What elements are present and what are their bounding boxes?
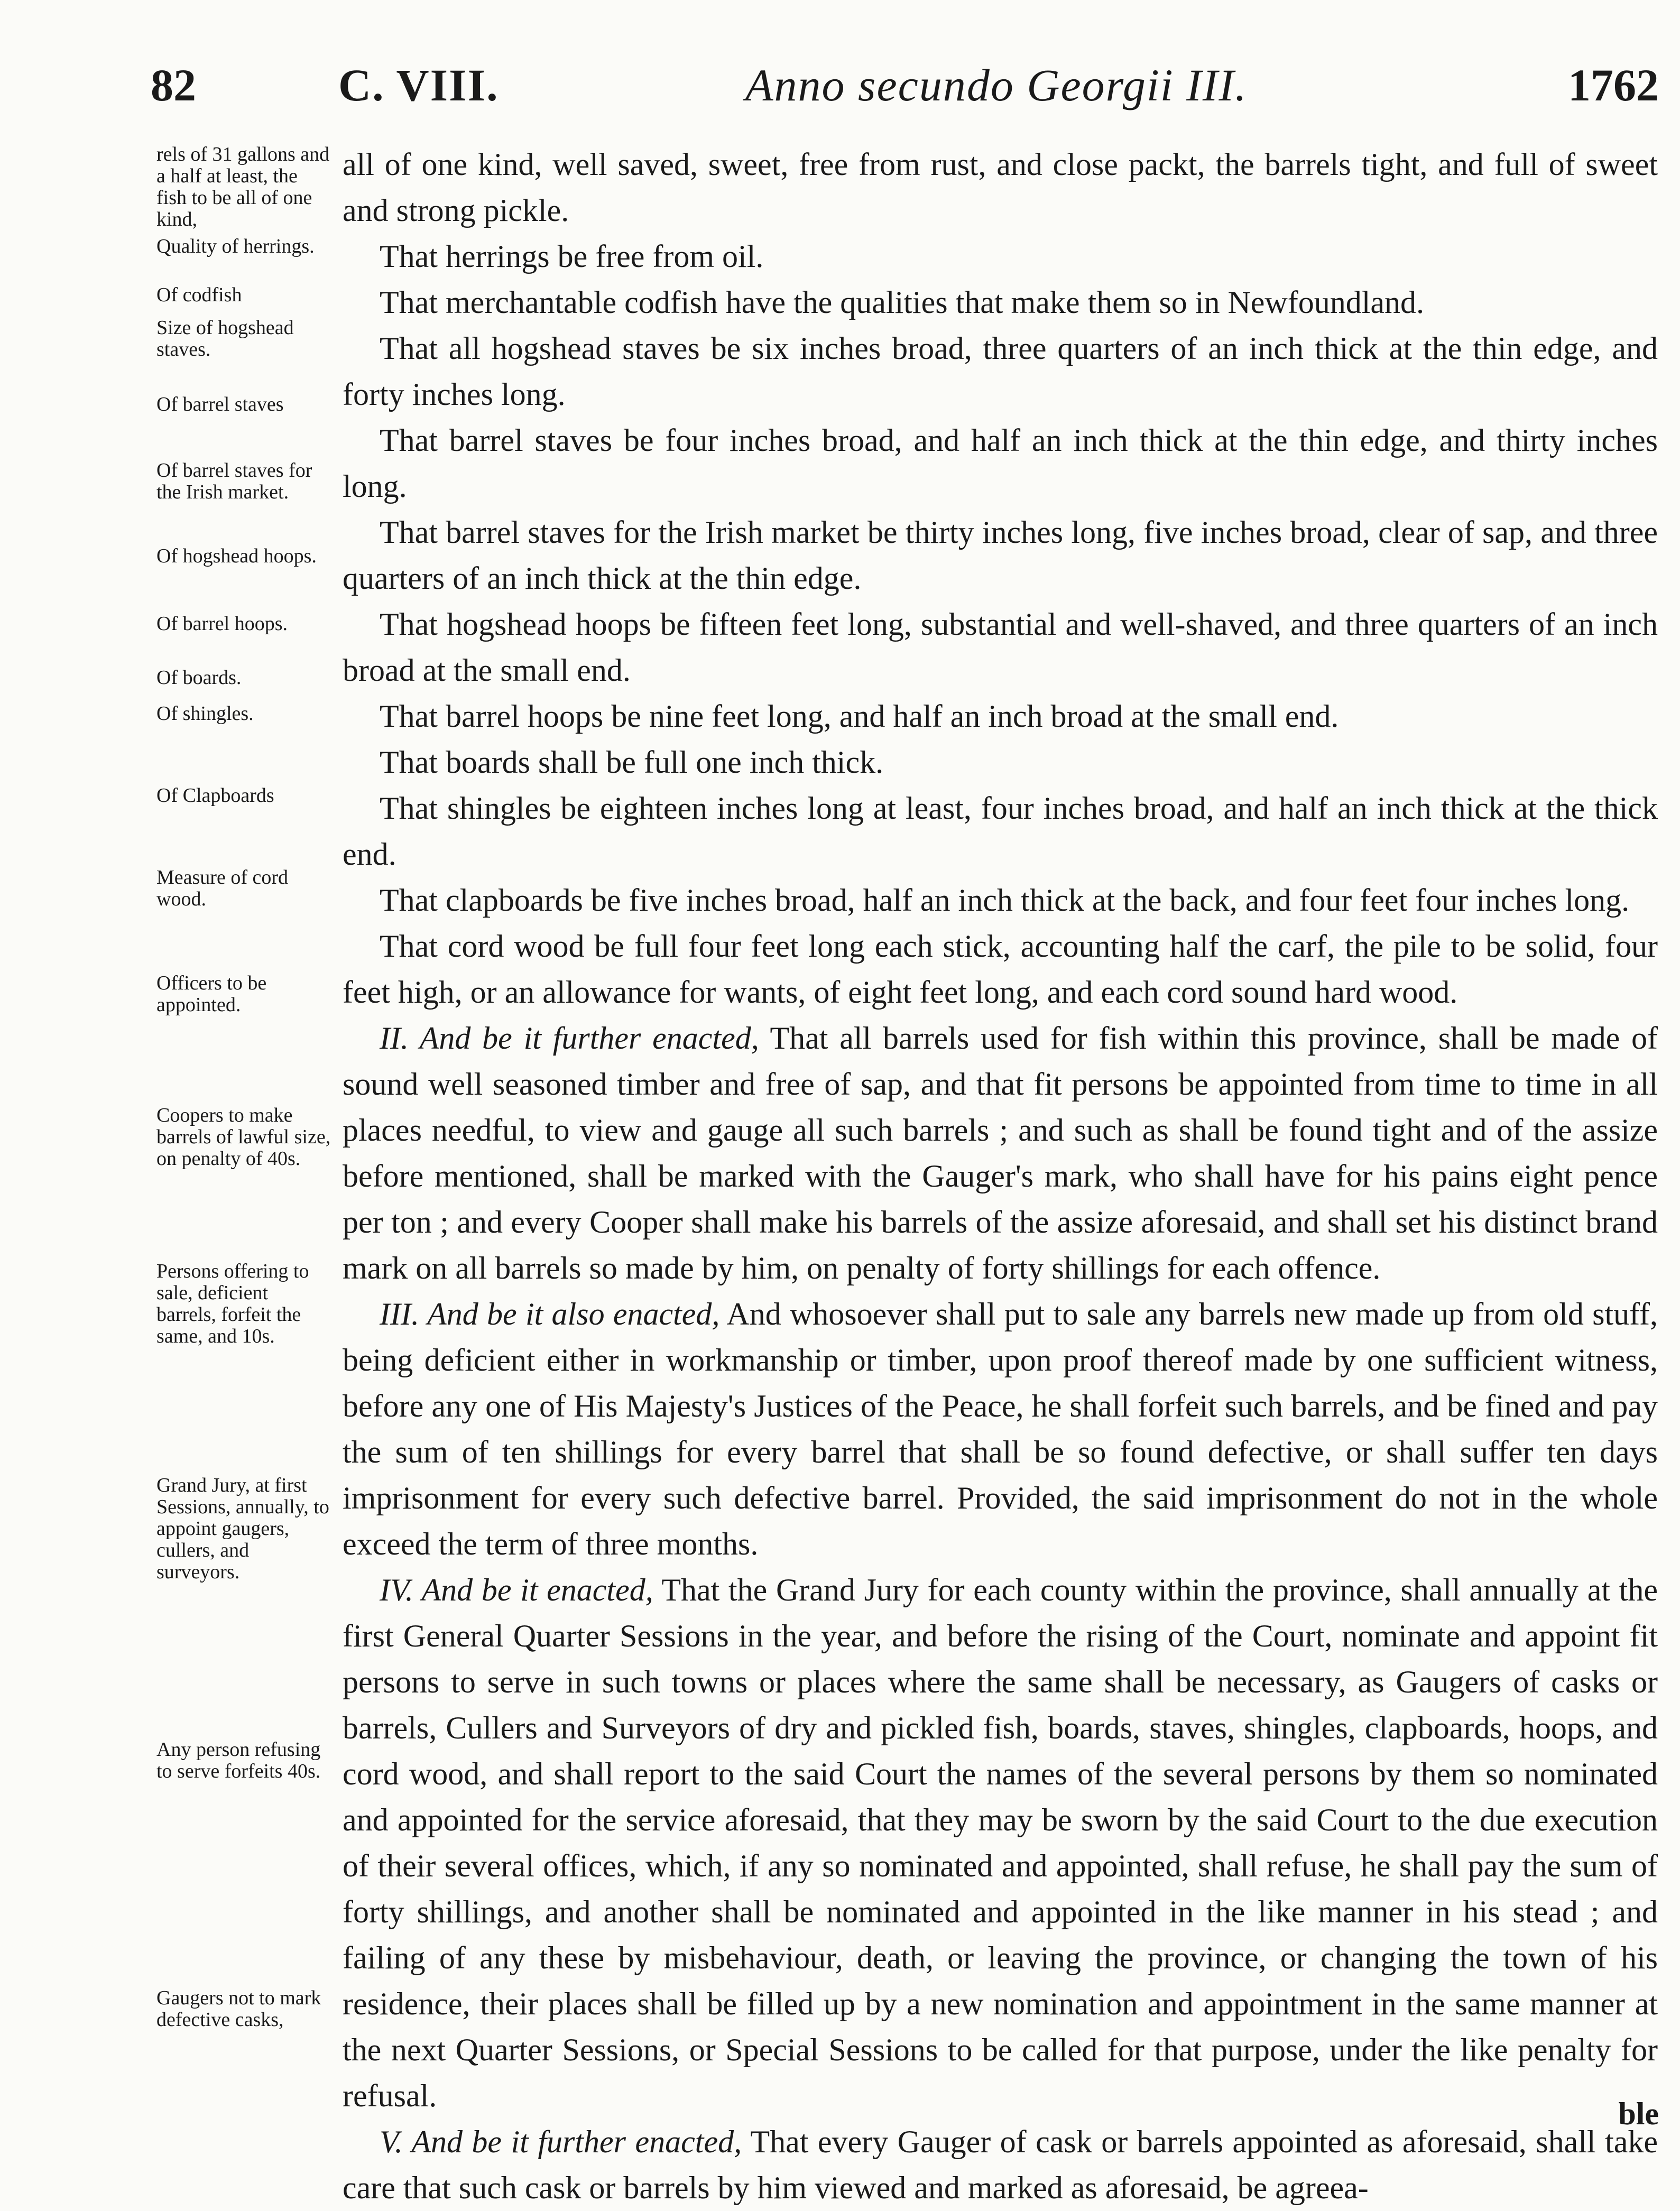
margin-note: Quality of herrings. (156, 235, 315, 257)
margin-note: Of barrel hoops. (156, 613, 288, 635)
paragraph: That merchantable codfish have the qualities that make them so in Newfoundland. (380, 285, 1425, 320)
paragraph: That hogshead hoops be fifteen feet long, substantial and well-shaved, and three quarters of an inch broad at the small end. (343, 607, 1658, 688)
margin-note: Size of hogshead staves. (156, 317, 294, 361)
paragraph: That barrel staves for the Irish market be thirty inches long, five inches broad, clear of sap, and three quarters of an inch thick at the thin edge. (343, 515, 1658, 596)
margin-note: Of shingles. (156, 702, 254, 725)
catchword: ble (1618, 2096, 1659, 2131)
paragraph: That cord wood be full four feet long each stick, accounting half the carf, the pile to be solid, four feet high, or an allowance for wants, of eight feet long, and each cord sound hard wood. (343, 929, 1658, 1010)
paragraph: IV. And be it enacted, That the Grand Jury for each county within the province, shall annually at the first General Quarter Sessions in the year, and before the rising of the Court, nominate and appoint fit persons to serve in such towns or places where the same shall be necessary, as Gaugers of casks or barrels, Cullers and Surveyors of dry and pickled fish, boards, staves, shingles, clapboards, hoops, and cord wood, and shall report to the said Court the names of the several persons by them so nominated and appointed for the service aforesaid, that they may be sworn by the said Court to the due execution of their several offices, which, if any so nominated and appointed, shall refuse, he shall pay the sum of forty shillings, and another shall be nominated and appointed in the like manner in his stead ; and failing of any these by misbehaviour, death, or leaving the province, or changing the town of his residence, their places shall be filled up by a new nomination and appointment in the same manner at the next Quarter Sessions, or Special Sessions to be called for that purpose, under the like penalty for refusal. (343, 1572, 1658, 2113)
margin-note: Officers to be appointed. (156, 972, 267, 1016)
chapter-heading: C. VIII. (338, 60, 499, 110)
margin-note: Of barrel staves for the Irish market. (156, 459, 312, 504)
margin-note: Of barrel staves (156, 393, 284, 415)
margin-note: Persons offering to sale, deficient barrels, forfeit the same, and 10s. (156, 1260, 309, 1348)
running-title: Anno secundo Georgii III. (745, 60, 1248, 110)
margin-note: Measure of cord wood. (156, 866, 289, 911)
margin-note: Of boards. (156, 667, 242, 689)
margin-note: Of Clapboards (156, 784, 274, 807)
paragraph: That shingles be eighteen inches long at least, four inches broad, and half an inch thick at the thick end. (343, 791, 1658, 872)
margin-note: Any person refusing to serve forfeits 40s. (156, 1738, 321, 1783)
margin-note: Of codfish (156, 284, 242, 306)
paragraph: all of one kind, well saved, sweet, free from rust, and close packt, the barrels tight, and full of sweet and strong pickle. (343, 147, 1658, 228)
year-heading: 1762 (1568, 60, 1659, 110)
paragraph: That barrel hoops be nine feet long, and half an inch broad at the small end. (380, 699, 1339, 734)
paragraph: II. And be it further enacted, That all barrels used for fish within this province, shall be made of sound well seasoned timber and free of sap, and that fit persons be appointed from time to time in all places needful, to view and gauge all such barrels ; and such as shall be found tight and of the assize before mentioned, shall be marked with the Gauger's mark, who shall have for his pains eight pence per ton ; and every Cooper shall make his barrels of the assize aforesaid, and shall set his distinct brand mark on all barrels so made by him, on penalty of forty shillings for each offence. (343, 1021, 1658, 1285)
margin-note: Coopers to make barrels of lawful size, on penalty of 40s. (156, 1104, 331, 1170)
paragraph: That barrel staves be four inches broad, and half an inch thick at the thin edge, and thirty inches long. (343, 423, 1658, 504)
paragraph: That all hogshead staves be six inches broad, three quarters of an inch thick at the thin edge, and forty inches long. (343, 331, 1658, 412)
margin-note: Grand Jury, at first Sessions, annually, to appoint gaugers, cullers, and surveyors. (156, 1474, 329, 1584)
margin-note: rels of 31 gallons and a half at least, the fish to be all of one kind, (156, 143, 330, 231)
margin-note: Of hogshead hoops. (156, 545, 317, 567)
paragraph: That boards shall be full one inch thick. (380, 745, 884, 780)
page-number: 82 (151, 60, 196, 110)
paragraph: That clapboards be five inches broad, half an inch thick at the back, and four feet four inches long. (380, 883, 1630, 918)
paragraph: V. And be it further enacted, That every Gauger of cask or barrels appointed as aforesaid, shall take care that such cask or barrels by him viewed and marked as aforesaid, be agreea- (343, 2124, 1658, 2205)
paragraph: That herrings be free from oil. (380, 239, 764, 274)
margin-note: Gaugers not to mark defective casks, (156, 1987, 321, 2031)
body-text (343, 142, 1658, 2211)
paragraph: III. And be it also enacted, And whosoever shall put to sale any barrels new made up from old stuff, being deficient either in workmanship or timber, upon proof thereof made by one sufficient witness, before any one of His Majesty's Justices of the Peace, he shall forfeit such barrels, and be fined and pay the sum of ten shillings for every barrel that shall be so found defective, or shall suffer ten days imprisonment for every such defective barrel. Provided, the said imprisonment do not in the whole exceed the term of three months. (343, 1297, 1658, 1561)
